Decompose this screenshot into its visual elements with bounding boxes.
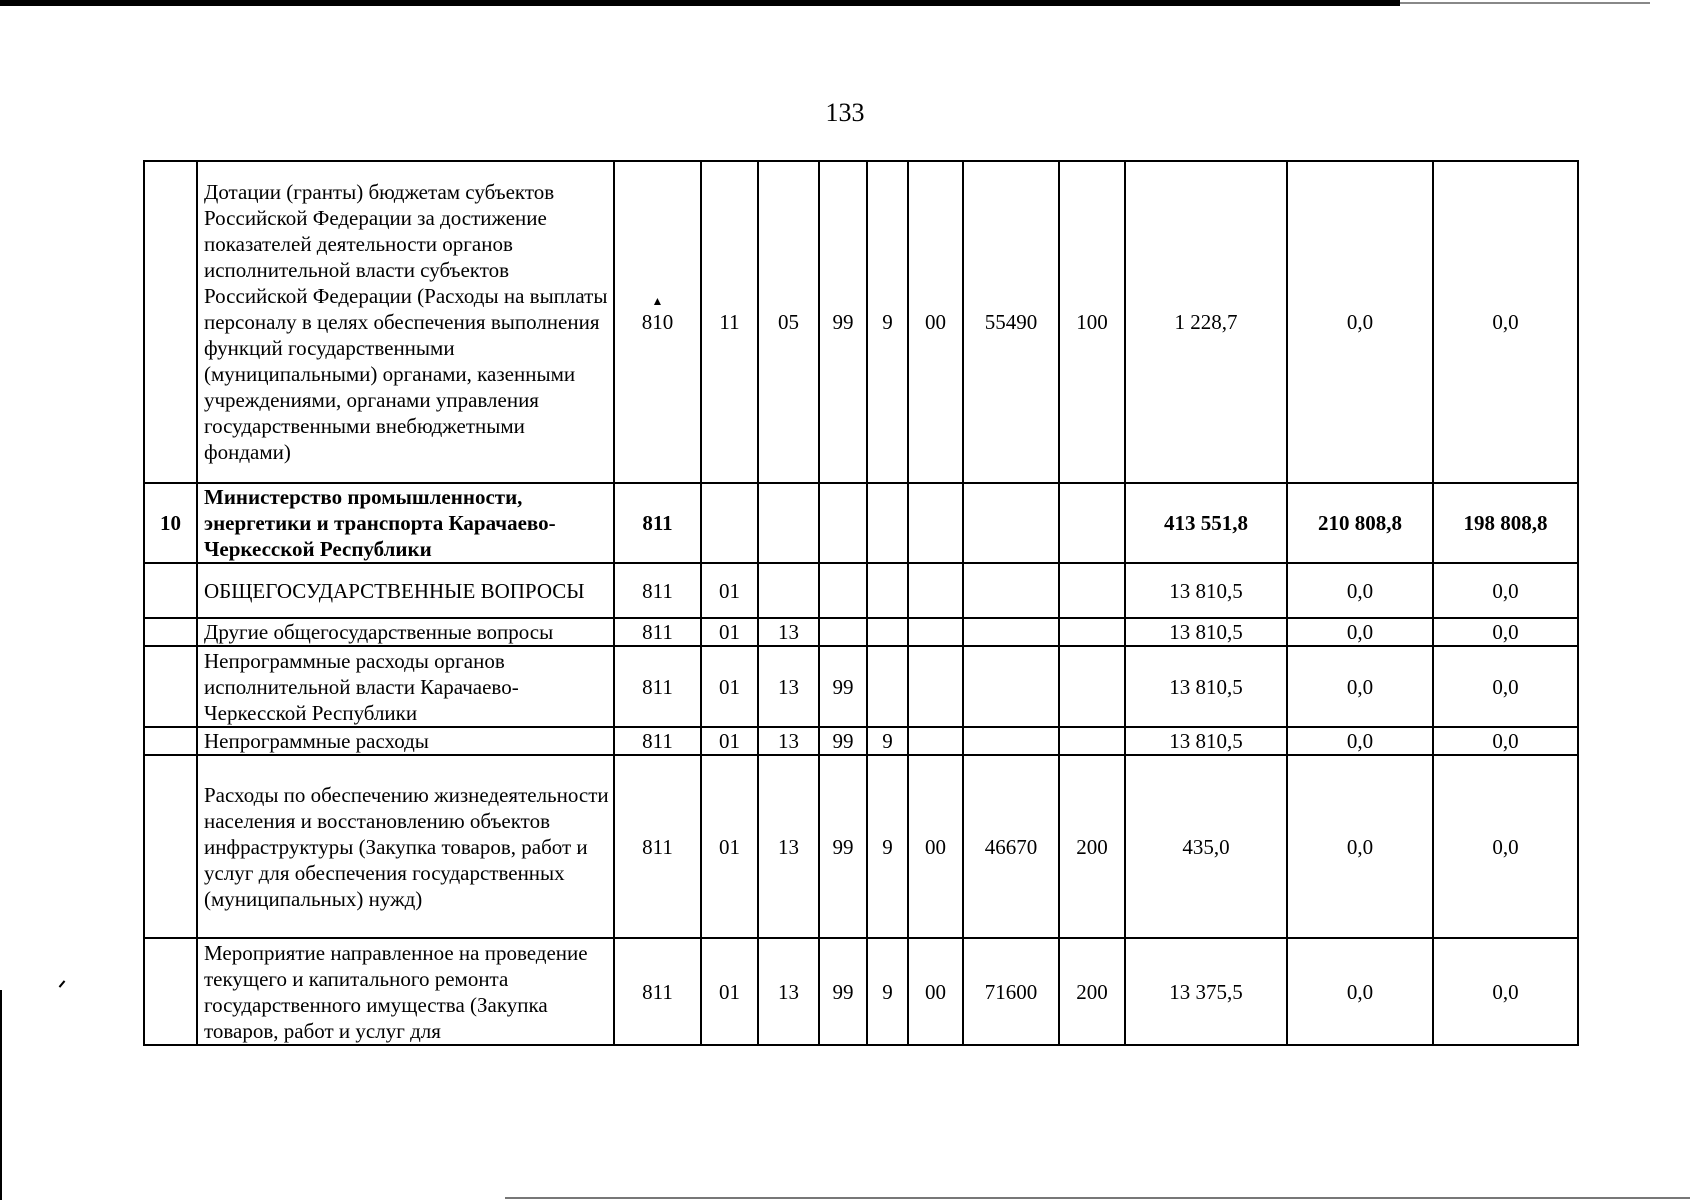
target-code-2: 9 [867, 161, 908, 483]
subsection-code [758, 563, 819, 618]
target-code-3 [908, 618, 963, 646]
sum-year-2: 0,0 [1287, 618, 1433, 646]
target-code-1 [819, 563, 867, 618]
row-number [144, 938, 197, 1045]
section-code: 11 [701, 161, 758, 483]
sum-year-3: 198 808,8 [1433, 483, 1578, 563]
sum-year-3: 0,0 [1433, 618, 1578, 646]
scan-bottom-edge [505, 1197, 1690, 1199]
sum-year-2: 0,0 [1287, 646, 1433, 727]
sum-year-2: 0,0 [1287, 563, 1433, 618]
ved-code: 811 [614, 483, 701, 563]
target-code-2: 9 [867, 755, 908, 938]
expense-type-code [1059, 563, 1125, 618]
row-number [144, 563, 197, 618]
subsection-code [758, 483, 819, 563]
target-code-3 [908, 646, 963, 727]
section-code: 01 [701, 646, 758, 727]
expense-type-code [1059, 646, 1125, 727]
section-code: 01 [701, 755, 758, 938]
expense-type-code [1059, 618, 1125, 646]
row-number [144, 161, 197, 483]
target-code-2 [867, 563, 908, 618]
target-code-3 [908, 727, 963, 755]
target-code-4 [963, 563, 1059, 618]
subsection-code: 13 [758, 727, 819, 755]
expense-type-code: 200 [1059, 755, 1125, 938]
row-name: Дотации (гранты) бюджетам субъектов Российской Федерации за достижение показателей деятельности органов исполнительной власти субъектов Российской Федерации (Расходы на выплаты персоналу в целях обеспечения выполнения функций государственными (муниципальными) органами, казенными учреждениями, органами управления государственными внебюджетными фондами) [197, 161, 614, 483]
target-code-1 [819, 483, 867, 563]
row-name: Расходы по обеспечению жизнедеятельности населения и восстановлению объектов инфраструктуры (Закупка товаров, работ и услуг для обеспечения государственных (муниципальных) нужд) [197, 755, 614, 938]
ved-code [614, 161, 701, 483]
target-code-4: 46670 [963, 755, 1059, 938]
sum-year-2: 0,0 [1287, 755, 1433, 938]
target-code-3 [908, 563, 963, 618]
sum-year-1: 13 810,5 [1125, 563, 1287, 618]
sum-year-3: 0,0 [1433, 938, 1578, 1045]
ved-code: 811 [614, 618, 701, 646]
expense-type-code [1059, 727, 1125, 755]
target-code-4 [963, 646, 1059, 727]
target-code-4 [963, 483, 1059, 563]
sum-year-1: 413 551,8 [1125, 483, 1287, 563]
expense-type-code: 100 [1059, 161, 1125, 483]
section-code: 01 [701, 618, 758, 646]
target-code-1: 99 [819, 727, 867, 755]
target-code-4: 55490 [963, 161, 1059, 483]
stray-pen-mark [59, 980, 66, 987]
target-code-2: 9 [867, 938, 908, 1045]
target-code-4: 71600 [963, 938, 1059, 1045]
ved-code: 811 [614, 727, 701, 755]
target-code-1: 99 [819, 161, 867, 483]
sum-year-1: 13 810,5 [1125, 646, 1287, 727]
sum-year-3: 0,0 [1433, 646, 1578, 727]
table-row [144, 563, 1578, 618]
target-code-2: 9 [867, 727, 908, 755]
budget-table [143, 160, 1579, 1046]
ved-code: 811 [614, 938, 701, 1045]
sum-year-3: 0,0 [1433, 563, 1578, 618]
target-code-4 [963, 727, 1059, 755]
expense-type-code: 200 [1059, 938, 1125, 1045]
table-row [144, 755, 1578, 938]
table-row [144, 483, 1578, 563]
row-number [144, 755, 197, 938]
sum-year-1: 13 375,5 [1125, 938, 1287, 1045]
row-name: Мероприятие направленное на проведение текущего и капитального ремонта государственного имущества (Закупка товаров, работ и услуг для [197, 938, 614, 1045]
sum-year-2: 0,0 [1287, 938, 1433, 1045]
sum-year-1: 13 810,5 [1125, 618, 1287, 646]
section-code: 01 [701, 727, 758, 755]
scan-left-edge [0, 990, 2, 1200]
scan-top-edge-fade [1400, 2, 1650, 4]
target-code-3 [908, 483, 963, 563]
row-name: Министерство промышленности, энергетики и транспорта Карачаево-Черкесской Республики [197, 483, 614, 563]
target-code-2 [867, 646, 908, 727]
table-row [144, 727, 1578, 755]
expense-type-code [1059, 483, 1125, 563]
sum-year-2: 0,0 [1287, 161, 1433, 483]
ved-code: 811 [614, 646, 701, 727]
ved-code: 811 [614, 563, 701, 618]
section-code [701, 483, 758, 563]
subsection-code: 05 [758, 161, 819, 483]
target-code-2 [867, 618, 908, 646]
ved-code: 811 [614, 755, 701, 938]
target-code-1: 99 [819, 646, 867, 727]
target-code-3: 00 [908, 755, 963, 938]
row-name: Другие общегосударственные вопросы [197, 618, 614, 646]
subsection-code: 13 [758, 755, 819, 938]
table-row [144, 646, 1578, 727]
row-number [144, 618, 197, 646]
sum-year-1: 13 810,5 [1125, 727, 1287, 755]
ved-code-value: 810 [641, 310, 674, 334]
row-number: 10 [144, 483, 197, 563]
sum-year-3: 0,0 [1433, 727, 1578, 755]
sum-year-1: 435,0 [1125, 755, 1287, 938]
target-code-1: 99 [819, 755, 867, 938]
target-code-3: 00 [908, 938, 963, 1045]
row-name: ОБЩЕГОСУДАРСТВЕННЫЕ ВОПРОСЫ [197, 563, 614, 618]
target-code-2 [867, 483, 908, 563]
subsection-code: 13 [758, 938, 819, 1045]
sum-year-3: 0,0 [1433, 755, 1578, 938]
target-code-3: 00 [908, 161, 963, 483]
table-row [144, 938, 1578, 1045]
page-number: 133 [825, 98, 865, 127]
sum-year-1: 1 228,7 [1125, 161, 1287, 483]
table-row [144, 161, 1578, 483]
table-row [144, 618, 1578, 646]
scan-speck: ▲ [651, 294, 664, 308]
sum-year-2: 0,0 [1287, 727, 1433, 755]
subsection-code: 13 [758, 646, 819, 727]
sum-year-3: 0,0 [1433, 161, 1578, 483]
scan-top-edge [0, 0, 1400, 6]
sum-year-2: 210 808,8 [1287, 483, 1433, 563]
row-number [144, 727, 197, 755]
section-code: 01 [701, 563, 758, 618]
section-code: 01 [701, 938, 758, 1045]
target-code-4 [963, 618, 1059, 646]
row-number [144, 646, 197, 727]
target-code-1: 99 [819, 938, 867, 1045]
row-name: Непрограммные расходы органов исполнительной власти Карачаево-Черкесской Республики [197, 646, 614, 727]
subsection-code: 13 [758, 618, 819, 646]
target-code-1 [819, 618, 867, 646]
row-name: Непрограммные расходы [197, 727, 614, 755]
